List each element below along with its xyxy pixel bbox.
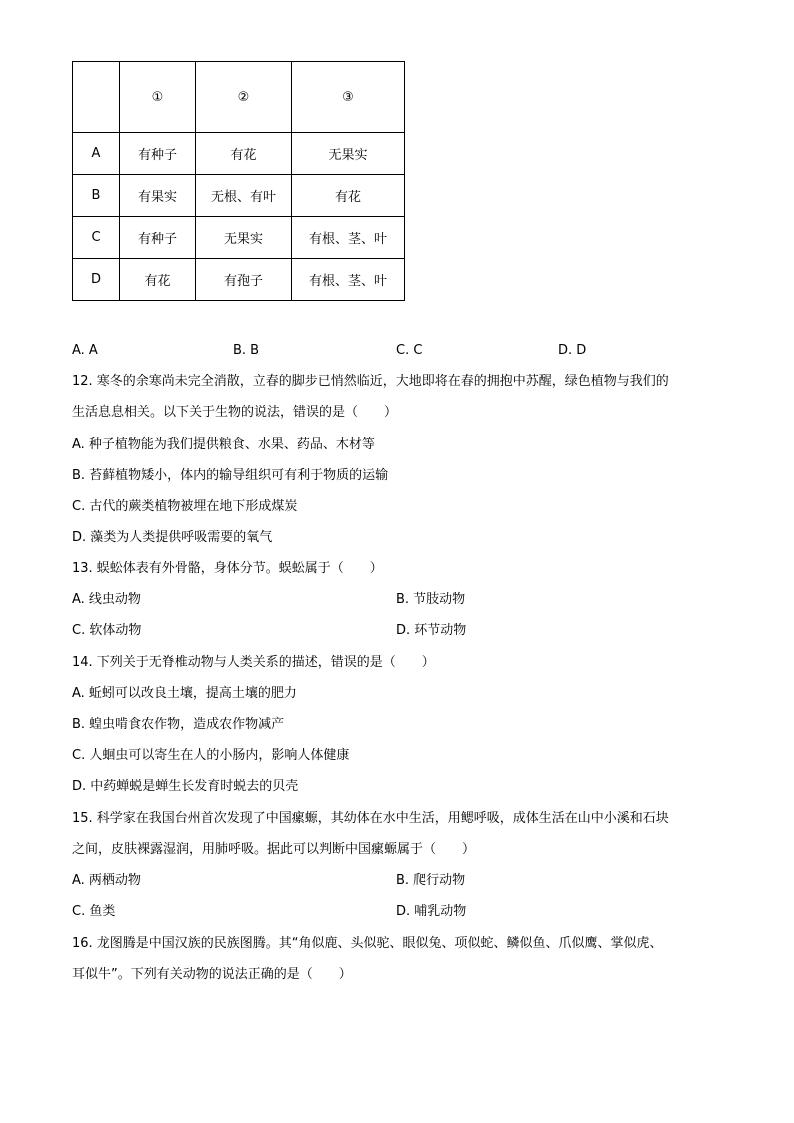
table-cell: 有种子 [120,133,196,175]
table-cell: 有根、茎、叶 [292,217,405,259]
q14-option-c: C. 人蛔虫可以寄生在人的小肠内，影响人体健康 [72,748,350,763]
table-header-cell: ① [120,62,196,133]
table-cell: 有根、茎、叶 [292,259,405,301]
q14-stem: 14. 下列关于无脊椎动物与人类关系的描述，错误的是（ ） [72,655,435,670]
q15-option-d: D. 哺乳动物 [396,904,467,919]
table-cell: 有花 [120,259,196,301]
table-cell: 无果实 [196,217,292,259]
table-cell: 有果实 [120,175,196,217]
q13-option-a: A. 线虫动物 [72,592,141,607]
q12-option-a: A. 种子植物能为我们提供粮食、水果、药品、木材等 [72,437,375,452]
table-cell: 无果实 [292,133,405,175]
table-cell: B [73,175,120,217]
q11-option-d: D. D [558,343,587,358]
q12-option-b: B. 苔藓植物矮小，体内的输导组织可有利于物质的运输 [72,468,389,483]
q16-stem-line1: 16. 龙图腾是中国汉族的民族图腾。其“角似鹿、头似驼、眼似兔、项似蛇、鳞似鱼、爪似鹰、掌似虎、 [72,936,663,951]
table-row [73,175,405,217]
table-header-cell [73,62,120,133]
q15-option-c: C. 鱼类 [72,904,116,919]
q11-option-a: A. A [72,343,98,358]
q11-option-c: C. C [396,343,423,358]
q14-option-a: A. 蚯蚓可以改良土壤，提高土壤的肥力 [72,686,297,701]
q15-stem-line2: 之间，皮肤裸露湿润，用肺呼吸。据此可以判断中国瘰螈属于（ ） [72,842,476,857]
table-row [73,259,405,301]
table-cell: A [73,133,120,175]
q12-stem-line1: 12. 寒冬的余寒尚未完全消散，立春的脚步已悄然临近，大地即将在春的拥抱中苏醒，绿色植物与我们的 [72,374,669,389]
q13-option-b: B. 节肢动物 [396,592,466,607]
table-header-cell: ③ [292,62,405,133]
q11-option-b: B. B [233,343,260,358]
q12-option-c: C. 古代的蕨类植物被埋在地下形成煤炭 [72,499,298,514]
q12-stem-line2: 生活息息相关。以下关于生物的说法，错误的是（ ） [72,405,398,420]
table-cell: C [73,217,120,259]
q14-option-b: B. 蝗虫啃食农作物，造成农作物减产 [72,717,285,732]
q16-stem-line2: 耳似牛”。下列有关动物的说法正确的是（ ） [72,967,352,982]
table-cell: 有孢子 [196,259,292,301]
q12-option-d: D. 藻类为人类提供呼吸需要的氧气 [72,530,273,545]
table-cell: D [73,259,120,301]
table-row [73,217,405,259]
table-cell: 有花 [196,133,292,175]
q13-option-c: C. 软体动物 [72,623,142,638]
comparison-table [72,61,405,301]
q13-option-d: D. 环节动物 [396,623,467,638]
q15-option-a: A. 两栖动物 [72,873,141,888]
table-header-cell: ② [196,62,292,133]
table-row [73,133,405,175]
q13-stem: 13. 蜈蚣体表有外骨骼，身体分节。蜈蚣属于（ ） [72,561,383,576]
q15-stem-line1: 15. 科学家在我国台州首次发现了中国瘰螈，其幼体在水中生活，用鳃呼吸，成体生活在山中小溪和石块 [72,811,669,826]
table-cell: 有种子 [120,217,196,259]
q14-option-d: D. 中药蝉蜕是蝉生长发育时蜕去的贝壳 [72,779,299,794]
q15-option-b: B. 爬行动物 [396,873,466,888]
table-header-row [73,62,405,133]
table-cell: 无根、有叶 [196,175,292,217]
table-cell: 有花 [292,175,405,217]
